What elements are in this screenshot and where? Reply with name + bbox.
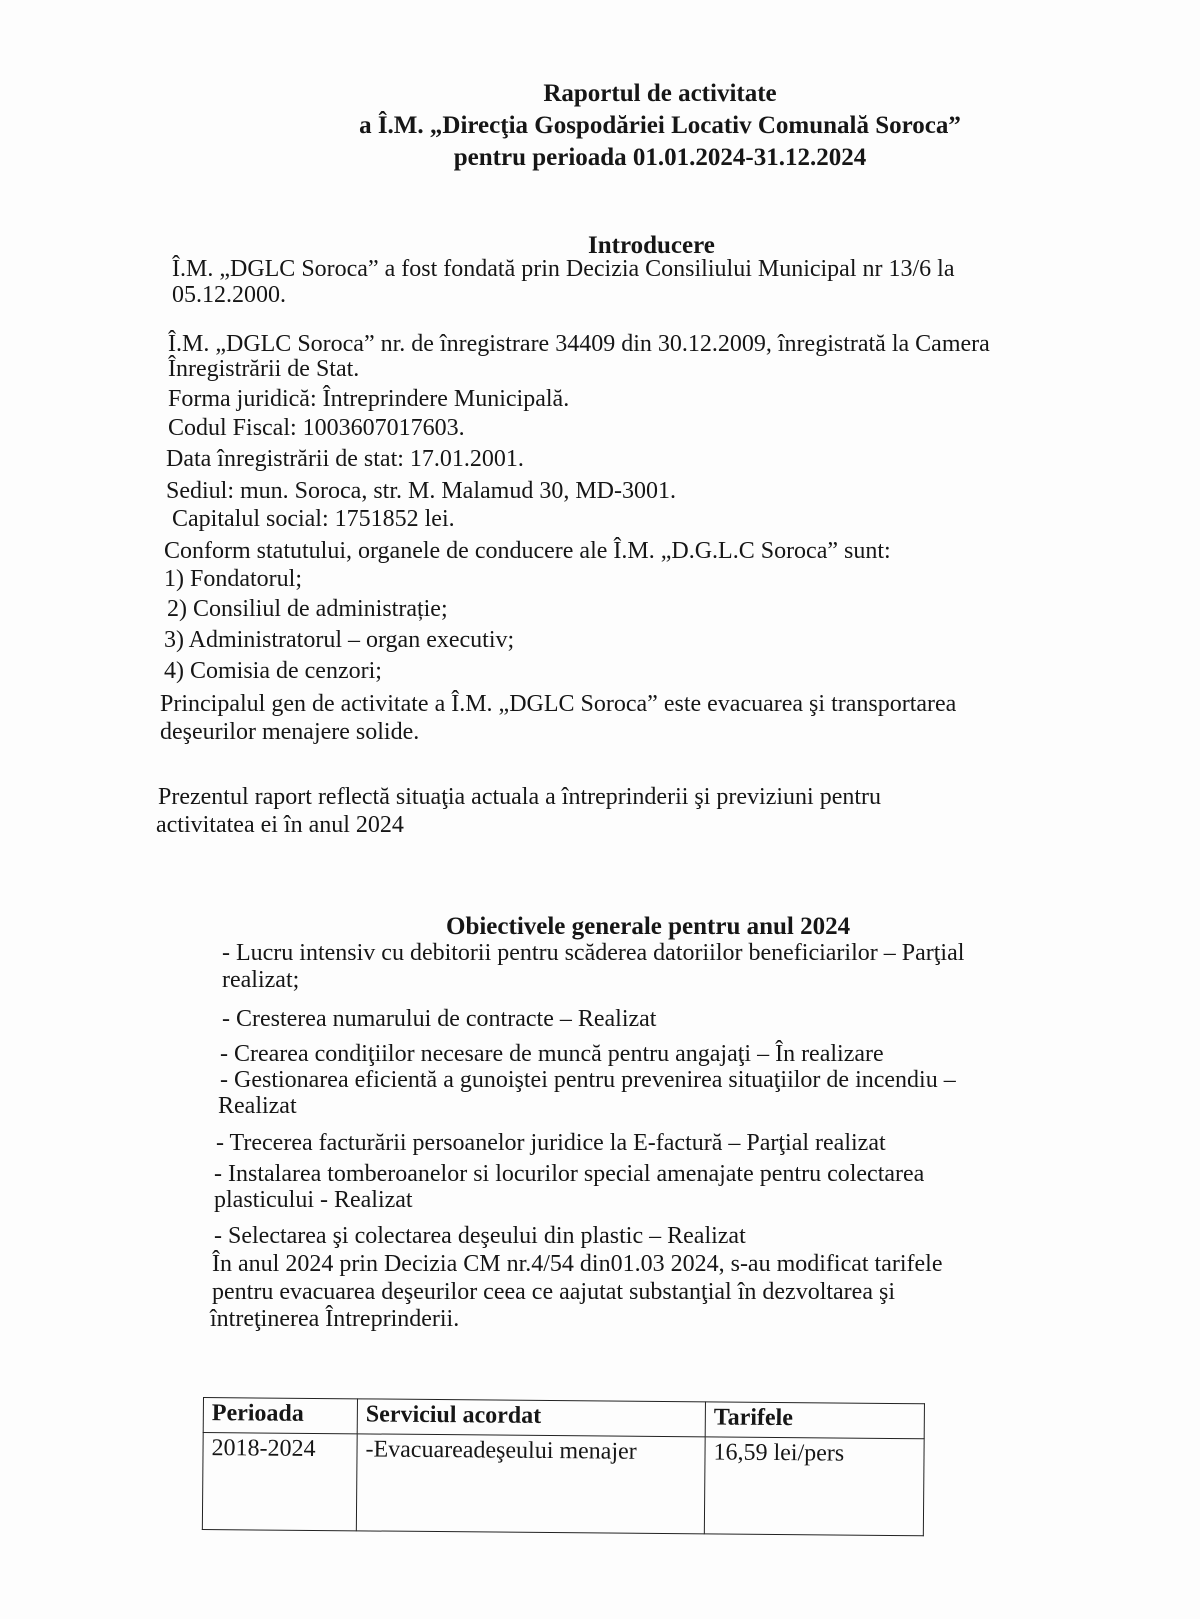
intro-line: Î.M. „DGLC Soroca” a fost fondată prin Decizia Consiliului Municipal nr 13/6 la	[172, 256, 955, 282]
governing-body-item: 1) Fondatorul;	[164, 566, 302, 592]
header-perioada: Perioada	[203, 1398, 357, 1434]
decision-text: În anul 2024 prin Decizia CM nr.4/54 din01.03 2024, s-au modificat tarifele	[212, 1251, 943, 1277]
intro-line: Data înregistrării de stat: 17.01.2001.	[166, 446, 524, 472]
objective-item: realizat;	[222, 967, 300, 993]
decision-text: pentru evacuarea deşeurilor ceea ce aajutat substanţial în dezvoltarea şi	[212, 1279, 895, 1305]
intro-line: Codul Fiscal: 1003607017603.	[168, 415, 465, 441]
report-title-line-3: pentru perioada 01.01.2024-31.12.2024	[453, 144, 867, 171]
objective-item: - Lucru intensiv cu debitorii pentru scăderea datoriilor beneficiarilor – Parţial	[222, 940, 965, 966]
report-title-line-1: Raportul de activitate	[543, 80, 777, 107]
intro-line: Principalul gen de activitate a Î.M. „DGLC Soroca” este evacuarea şi transportarea	[160, 691, 957, 717]
intro-line: Capitalul social: 1751852 lei.	[172, 506, 455, 532]
objective-item: - Selectarea şi colectarea deşeului din plastic – Realizat	[214, 1223, 746, 1249]
table-row	[202, 1433, 924, 1536]
governing-body-item: 4) Comisia de cenzori;	[164, 658, 382, 684]
governing-body-item: 2) Consiliul de administrație;	[167, 596, 448, 622]
header-serviciul-acordat: Serviciul acordat	[357, 1399, 705, 1437]
objectives-heading: Obiectivele generale pentru anul 2024	[446, 913, 851, 940]
intro-line: Conform statutului, organele de conducere ale Î.M. „D.G.L.C Soroca” sunt:	[164, 538, 891, 564]
objective-item: Realizat	[218, 1093, 297, 1119]
objective-item: - Gestionarea eficientă a gunoiştei pentru prevenirea situaţiilor de incendiu –	[220, 1067, 956, 1093]
intro-line: activitatea ei în anul 2024	[156, 812, 404, 838]
objective-item: - Instalarea tomberoanelor si locurilor special amenajate pentru colectarea	[214, 1161, 925, 1187]
report-title-line-2: a Î.M. „Direcţia Gospodăriei Locativ Comunală Soroca”	[359, 112, 961, 139]
tariff-table	[202, 1397, 925, 1536]
cell-service: -Evacuareadeşeului menajer	[356, 1434, 705, 1534]
objective-item: - Trecerea facturării persoanelor juridice la E-factură – Parţial realizat	[216, 1130, 886, 1156]
decision-text: întreţinerea Întreprinderii.	[210, 1306, 460, 1332]
intro-line: deşeurilor menajere solide.	[160, 719, 420, 745]
header-tarifele: Tarifele	[705, 1402, 924, 1439]
intro-line: Î.M. „DGLC Soroca” nr. de înregistrare 34409 din 30.12.2009, înregistrată la Camera	[168, 331, 990, 357]
cell-tariff: 16,59 lei/pers	[704, 1437, 924, 1536]
intro-line: Sediul: mun. Soroca, str. M. Malamud 30, MD-3001.	[166, 478, 676, 504]
objective-item: plasticului - Realizat	[214, 1187, 413, 1213]
cell-period: 2018-2024	[202, 1433, 357, 1531]
intro-line: Prezentul raport reflectă situaţia actuala a întreprinderii şi previziuni pentru	[158, 784, 882, 810]
objective-item: - Crearea condiţiilor necesare de muncă pentru angajaţi – În realizare	[220, 1041, 884, 1067]
intro-line: Înregistrării de Stat.	[168, 356, 360, 382]
objective-item: - Cresterea numarului de contracte – Realizat	[222, 1006, 657, 1032]
introduction-heading: Introducere	[588, 232, 715, 259]
intro-line: Forma juridică: Întreprindere Municipală.	[168, 386, 570, 412]
governing-body-item: 3) Administratorul – organ executiv;	[164, 627, 515, 653]
intro-line: 05.12.2000.	[172, 282, 286, 308]
